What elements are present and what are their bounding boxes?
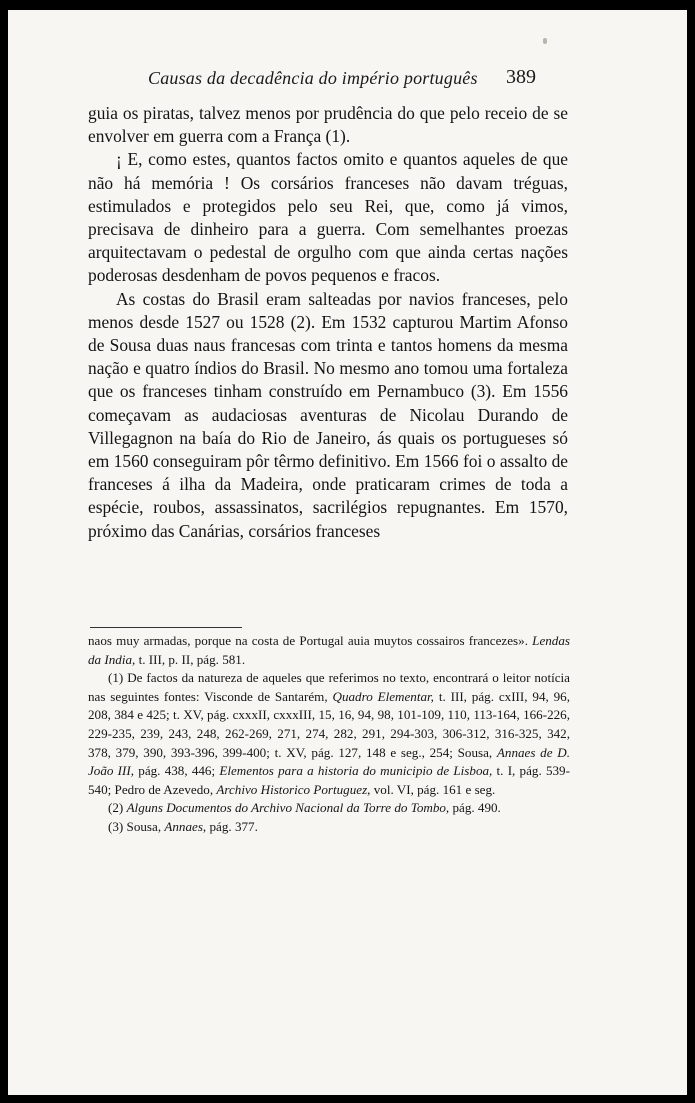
footnote-1-lead: (1) De factos da natureza de aqueles que referimos no texto, encontrará o leitor notícia nas seguintes fontes: Visconde de Santarém, (88, 670, 570, 704)
footnote-rule (90, 627, 242, 628)
footnote-3-lead: (3) Sousa, (108, 818, 162, 834)
paragraph-3: As costas do Brasil eram salteadas por navios franceses, pelo menos desde 1527 ou 1528 (2). Em 1532 capturou Martim Afonso de Sousa duas naus francesas com trinta e tantos homens da mesma nação e quatro índios do Brasil. No mesmo ano tomou uma fortaleza que os franceses tinham construído em Pernambuco (3). Em 1556 começavam as audaciosas aventuras de Nicolau Durando de Villegagnon na baía do Rio de Janeiro, ás quais os portugueses só em 1560 conseguiram pôr têrmo definitivo. Em 1566 foi o assalto de franceses á ilha da Madeira, onde praticaram crimes de toda a espécie, roubos, assassinatos, sacrilégios repugnantes. Em 1570, próximo das Canárias, corsários franceses (88, 288, 568, 541)
paragraph-1: guia os piratas, talvez menos por prudência do que pelo receio de se envolver em guerra com a França (1). (88, 103, 568, 147)
footnote-continuation-text: naos muy armadas, porque na costa de Portugal auia muytos cossairos francezes». (88, 633, 528, 648)
footnote-2-number: (2) (108, 800, 124, 816)
footnote-continuation (88, 632, 570, 669)
footnote-2-ref: pág. 490. (452, 800, 501, 816)
main-text (88, 102, 568, 543)
book-page (8, 10, 687, 1095)
page-number: 389 (506, 66, 536, 88)
footnote-3-ref: pág. 377. (209, 818, 258, 834)
footnote-2-title: Alguns Documentos do Archivo Nacional da Torre do Tombo, (126, 800, 450, 816)
running-title: Causas da decadência do império português (148, 68, 478, 88)
footnote-1-title-1: Quadro Elementar, (332, 688, 434, 704)
footnote-continuation-title: Lendas da India, (88, 633, 570, 667)
footnote-1-ref-3: t. I, pág. 539-540; Pedro de Azevedo, (88, 763, 570, 797)
footnote-3 (88, 818, 570, 837)
paper-speck (543, 38, 547, 44)
footnote-1-ref-2: pág. 438, 446; (138, 763, 216, 779)
page-header (8, 64, 687, 94)
footnote-1-title-4: Archivo Historico Portuguez, (216, 781, 371, 797)
footnote-1-ref-1: t. III, pág. cxIII, 94, 96, 208, 384 e 425; t. XV, pág. cxxxII, cxxxIII, 15, 16, 94, 98, 101-109, 110, 113-164, 166-226, 229-235, 239, 243, 248, 262-269, 271, 274, 282, 291, 294-303, 306-312, 316-325, 342, 378, 379, 390, 393-396, 399-400; t. XV, pág. 127, 148 e seg., 254; Sousa, (88, 688, 571, 760)
footnotes (88, 632, 570, 837)
footnote-1-title-3: Elementos para a historia do municipio de Lisboa, (219, 763, 493, 779)
footnote-1-title-2: Annaes de D. João III, (88, 744, 570, 779)
footnote-2 (88, 799, 570, 818)
footnote-1-ref-4: vol. VI, pág. 161 e seg. (373, 781, 496, 797)
footnote-3-title: Annaes, (164, 818, 207, 834)
footnote-1 (88, 669, 570, 799)
footnote-continuation-ref: t. III, p. II, pág. 581. (138, 651, 246, 667)
paragraph-2: ¡ E, como estes, quantos factos omito e quantos aqueles de que não há memória ! Os corsários franceses não davam tréguas, estimulados e protegidos pelo seu Rei, que, como já vimos, precisava de dinheiro para a guerra. Com semelhantes proezas arquitectavam o pedestal de orgulho com que ainda certas nações poderosas desdenham de povos pequenos e fracos. (88, 149, 568, 286)
